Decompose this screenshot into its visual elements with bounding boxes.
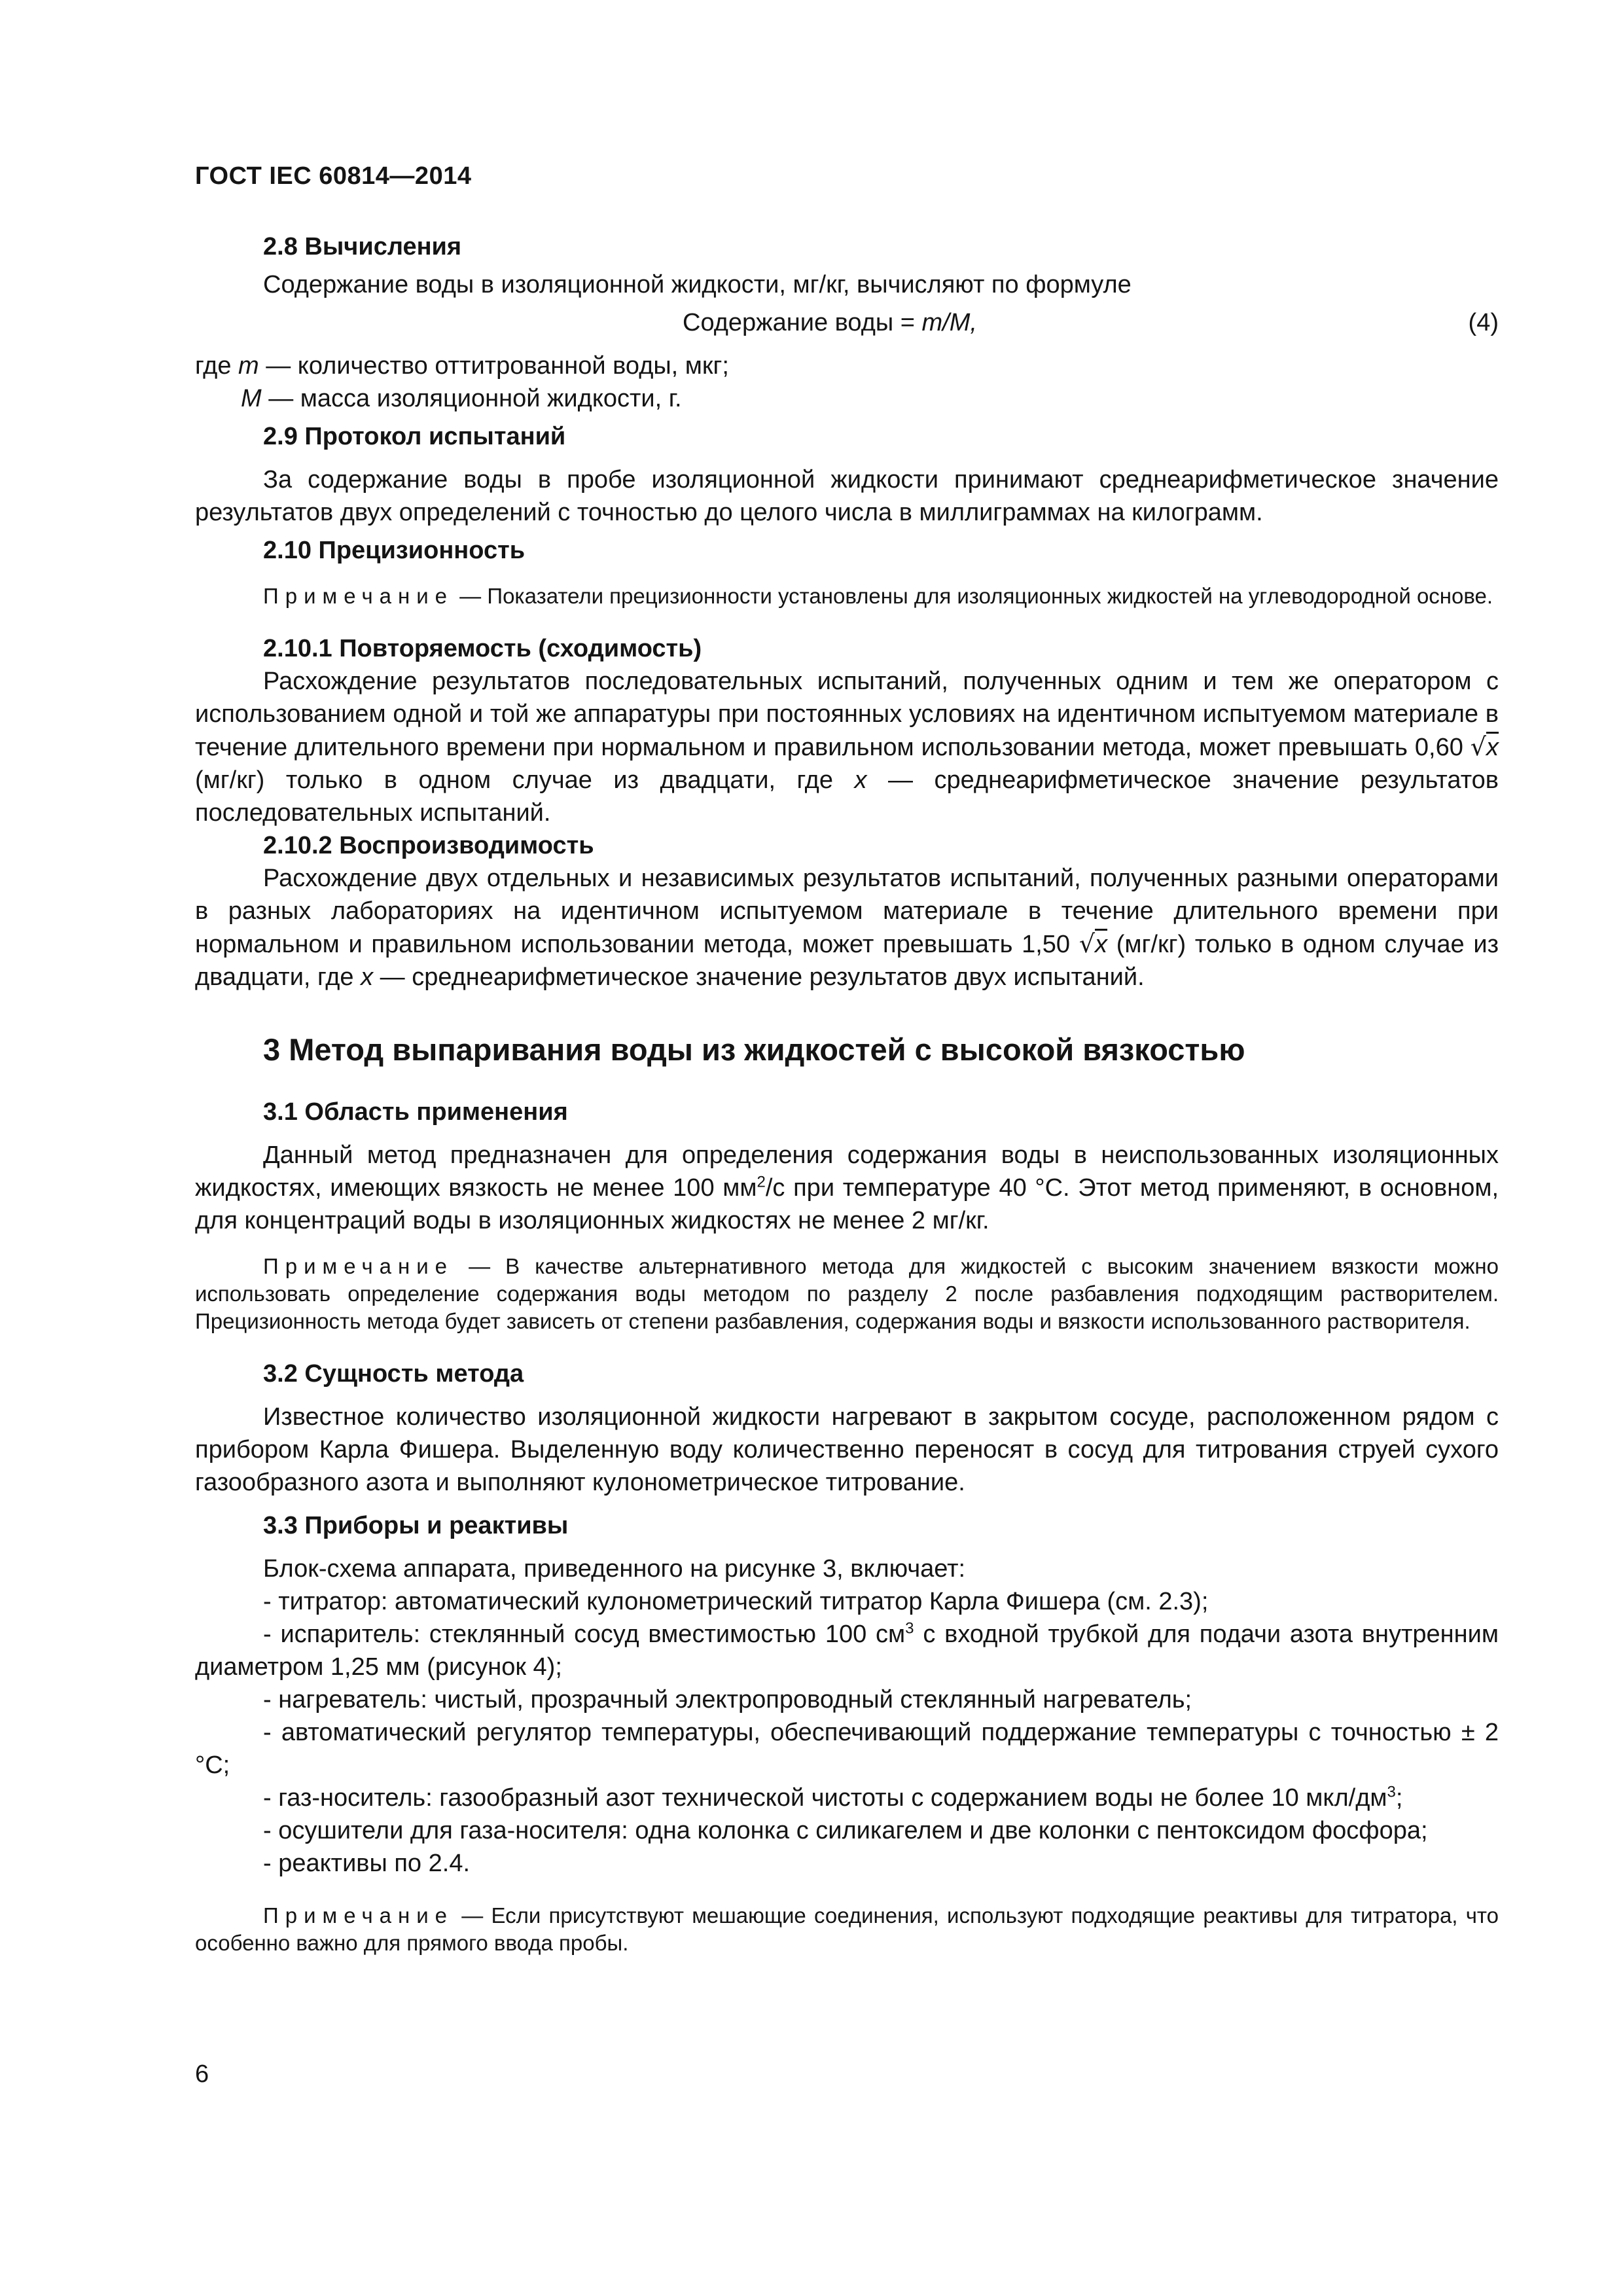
text-part: /с при температуре 40 °С. Этот метод применяют, в основном, для концентраций воды в изоляционных жидкостях не менее 2 мг/кг. [195,1174,1499,1234]
note-label: Примечание [263,1903,454,1928]
document-header: ГОСТ IEC 60814—2014 [195,162,472,190]
where-label: где [195,352,239,380]
text-part: с входной трубкой для подачи азота внутренним диаметром 1,25 мм (рисунок 4); [195,1621,1499,1681]
formula-where-M [195,382,1499,415]
text-part: - испаритель: стеклянный сосуд вместимостью 100 см [263,1621,906,1648]
note-3-3 [195,1902,1499,1957]
text-part: Данный метод предназначен для определения содержания воды в неиспользованных изоляционных жидкостях, имеющих вязкость не менее 100 мм [195,1141,1499,1202]
section-heading-2-10-1: 2.10.1 Повторяемость (сходимость) [263,635,702,662]
text-part: (мг/кг) только в одном случае из двадцати, где [195,931,1499,991]
paragraph-2-9: За содержание воды в пробе изоляционной жидкости принимают среднеарифметическое значение результатов двух определений с точностью до целого числа в миллиграммах на килограмм. [195,466,1499,526]
text-part: Расхождение двух отдельных и независимых результатов испытаний, полученных разными операторами в разных лабораториях на идентичном испытуемом материале в течение длительного времени при нормальном и правильном использовании метода, может превышать 1,50 [195,865,1499,958]
text-part: Расхождение результатов последовательных испытаний, полученных одним и тем же оператором с использованием одной и той же аппаратуры при постоянных условиях на идентичном испытуемом материале в течение длительного времени при нормальном и правильном использовании метода, может превышать 0,60 [195,668,1499,761]
list-item: - автоматический регулятор температуры, обеспечивающий поддержание температуры с точностью ± 2 °С; [195,1719,1499,1779]
text-part: — среднеарифметическое значение результатов последовательных испытаний. [195,766,1499,827]
section-heading-3-3: 3.3 Приборы и реактивы [263,1512,569,1539]
where-m-text: — количество оттитрованной воды, мкг; [259,352,729,380]
section-heading-2-8: 2.8 Вычисления [263,233,462,260]
section-heading-3-2: 3.2 Сущность метода [263,1360,524,1388]
superscript: 3 [1387,1783,1396,1801]
page-number: 6 [195,2060,209,2088]
note-label: Примечание [263,1254,454,1278]
list-item: - осушители для газа-носителя: одна колонка с силикагелем и две колонки с пентоксидом фосфора; [263,1817,1428,1844]
note-text: — Показатели прецизионности установлены для изоляционных жидкостей на углеводородной основе. [454,584,1493,608]
var-x: x [361,963,374,991]
sqrt-symbol: √ [1079,929,1096,958]
note-label: Примечание [263,584,454,608]
superscript: 2 [757,1173,766,1191]
where-M-text: — масса изоляционной жидкости, г. [261,385,682,412]
list-item [195,1618,1499,1683]
superscript: 3 [905,1619,914,1638]
list-item [195,1782,1499,1814]
formula-number: (4) [1468,309,1499,336]
formula-4 [195,306,1499,339]
note-text: — Если присутствуют мешающие соединения, используют подходящие реактивы для титратора, что особенно важно для прямого ввода пробы. [195,1903,1499,1955]
formula-expression [683,306,977,339]
section-heading-2-10-2: 2.10.2 Воспроизводимость [263,832,594,859]
text-part: (мг/кг) только в одном случае из двадцати, где [195,766,855,794]
list-item: - нагреватель: чистый, прозрачный электропроводный стеклянный нагреватель; [263,1686,1192,1713]
paragraph-2-10-2 [195,862,1499,994]
paragraph-2-8-intro: Содержание воды в изоляционной жидкости, мг/кг, вычисляют по формуле [263,271,1132,298]
note-2-10 [195,583,1499,610]
page-content [195,230,1499,1957]
var-m: m [238,352,259,380]
text-part: - газ-носитель: газообразный азот технической чистоты с содержанием воды не более 10 мкл/дм [263,1784,1387,1812]
section-heading-2-9: 2.9 Протокол испытаний [263,423,566,450]
sqrt-variable: x [1486,734,1499,761]
sqrt-variable: x [1095,931,1108,958]
formula-where-m [195,350,1499,382]
section-heading-3: 3 Метод выпаривания воды из жидкостей с высокой вязкостью [263,1032,1245,1067]
formula-rhs: m/M, [921,309,977,336]
var-M: M [241,385,262,412]
text-part: — среднеарифметическое значение результатов двух испытаний. [373,963,1145,991]
var-x: x [854,766,867,794]
list-item: - титратор: автоматический кулонометрический титратор Карла Фишера (см. 2.3); [263,1588,1209,1615]
note-3-1 [195,1253,1499,1335]
list-item: - реактивы по 2.4. [263,1850,471,1877]
paragraph-3-2: Известное количество изоляционной жидкости нагревают в закрытом сосуде, расположенном рядом с прибором Карла Фишера. Выделенную воду количественно переносят в сосуд для титрования струей сухого газообразного азота и выполняют кулонометрическое титрование. [195,1403,1499,1496]
section-heading-3-1: 3.1 Область применения [263,1098,568,1126]
paragraph-3-1 [195,1139,1499,1237]
section-heading-2-10: 2.10 Прецизионность [263,537,526,564]
note-text: — В качестве альтернативного метода для жидкостей с высоким значением вязкости можно использовать определение содержания воды методом по разделу 2 после разбавления подходящим растворителем. Прецизионность метода будет зависеть от степени разбавления, содержания воды и вязкости использованного растворителя. [195,1254,1499,1333]
formula-lhs: Содержание воды = [683,309,922,336]
paragraph-2-10-1 [195,665,1499,829]
text-part: ; [1395,1784,1403,1812]
sqrt-symbol: √ [1470,732,1486,761]
paragraph-3-3-intro: Блок-схема аппарата, приведенного на рисунке 3, включает: [263,1555,966,1583]
